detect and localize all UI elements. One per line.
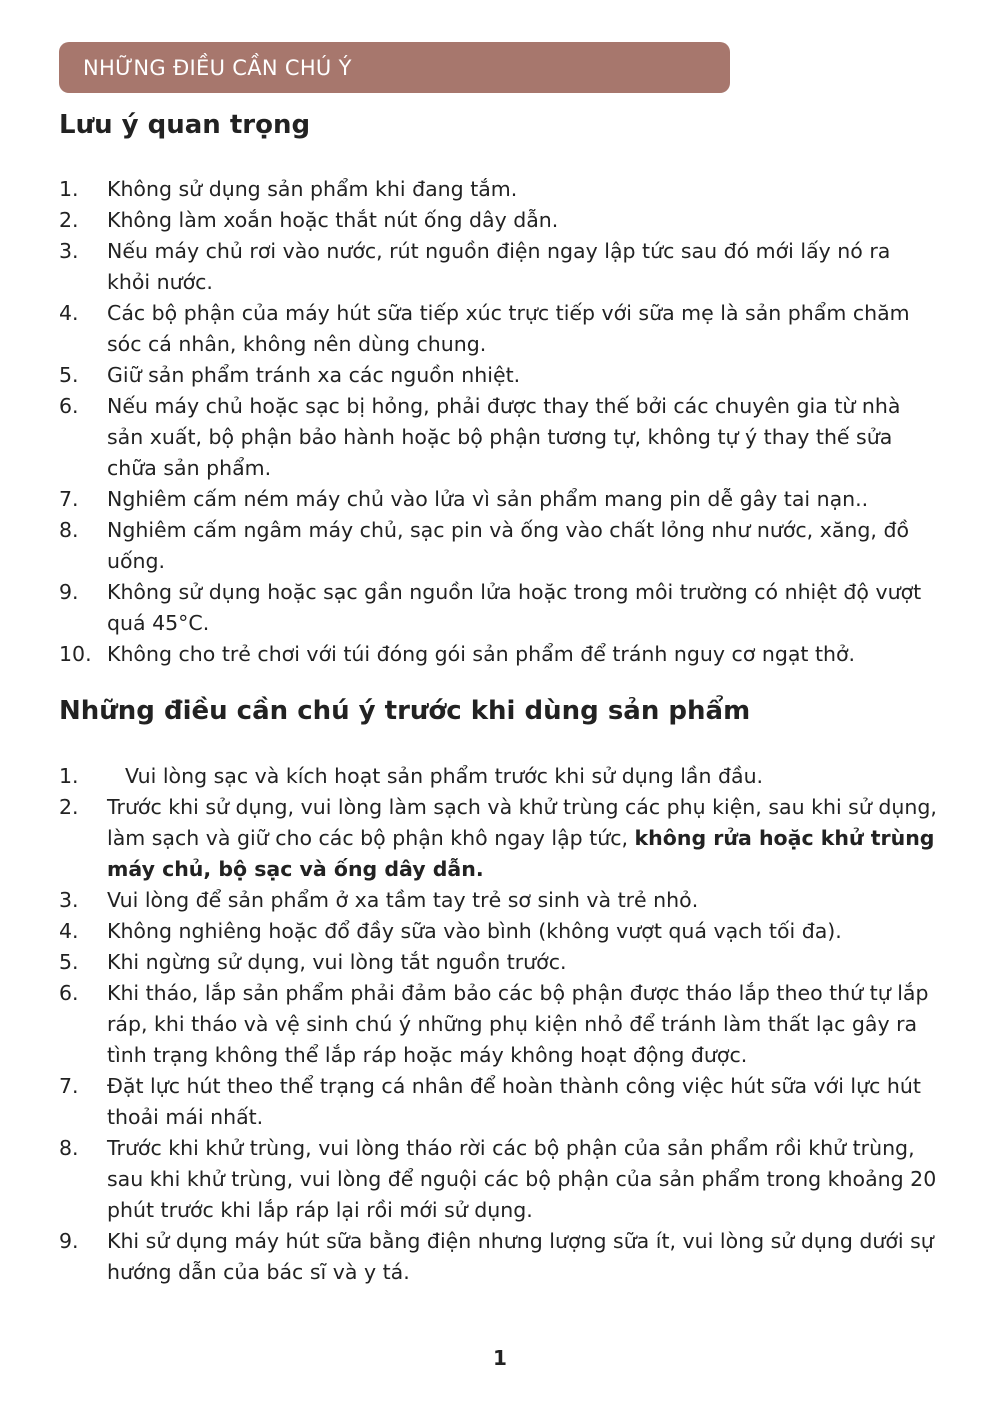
item-number: 5. — [59, 363, 79, 387]
item-text: Vui lòng sạc và kích hoạt sản phẩm trước khi sử dụng lần đầu. — [125, 764, 764, 788]
item-text: Giữ sản phẩm tránh xa các nguồn nhiệt. — [107, 363, 521, 387]
item-number: 7. — [59, 487, 79, 511]
list-item — [59, 577, 939, 639]
item-number: 3. — [59, 888, 79, 912]
item-text: Đặt lực hút theo thể trạng cá nhân để hoàn thành công việc hút sữa với lực hút thoải mái nhất. — [107, 1074, 921, 1129]
item-number: 10. — [59, 642, 92, 666]
item-number: 1. — [59, 177, 79, 201]
list-item — [59, 916, 939, 947]
item-text: Không làm xoắn hoặc thắt nút ống dây dẫn. — [107, 208, 559, 232]
item-text: Khi tháo, lắp sản phẩm phải đảm bảo các bộ phận được tháo lắp theo thứ tự lắp ráp, khi tháo và vệ sinh chú ý những phụ kiện nhỏ để tránh làm thất lạc gây ra tình trạng không thể lắp ráp hoặc máy không hoạt động được. — [107, 981, 929, 1067]
list-item — [59, 515, 939, 577]
list-item — [59, 1071, 939, 1133]
item-number: 6. — [59, 394, 79, 418]
list-item — [59, 298, 939, 360]
item-text — [107, 792, 939, 885]
important-notes-heading: Lưu ý quan trọng — [59, 110, 311, 140]
list-item — [59, 1133, 939, 1226]
item-number: 4. — [59, 919, 79, 943]
item-number: 8. — [59, 1136, 79, 1160]
item-number: 9. — [59, 580, 79, 604]
page-number: 1 — [493, 1346, 507, 1370]
pre-use-notes-heading: Những điều cần chú ý trước khi dùng sản phẩm — [59, 696, 751, 726]
list-item — [59, 947, 939, 978]
item-number: 8. — [59, 518, 79, 542]
item-text: Không sử dụng hoặc sạc gần nguồn lửa hoặc trong môi trường có nhiệt độ vượt quá 45°C. — [107, 580, 922, 635]
list-item — [59, 978, 939, 1071]
pre-use-notes-list — [59, 761, 939, 1288]
item-text: Trước khi khử trùng, vui lòng tháo rời các bộ phận của sản phẩm rồi khử trùng, sau khi khử trùng, vui lòng để nguội các bộ phận của sản phẩm trong khoảng 20 phút trước khi lắp ráp lại rồi mới sử dụng. — [107, 1136, 937, 1222]
item-number: 4. — [59, 301, 79, 325]
item-text-bold: không rửa hoặc khử trùng máy chủ, bộ sạc và ống dây dẫn. — [107, 826, 935, 881]
list-item — [59, 792, 939, 885]
list-item — [59, 761, 939, 792]
item-number: 6. — [59, 981, 79, 1005]
item-text: Các bộ phận của máy hút sữa tiếp xúc trực tiếp với sữa mẹ là sản phẩm chăm sóc cá nhân, không nên dùng chung. — [107, 301, 910, 356]
list-item — [59, 205, 939, 236]
item-text: Không nghiêng hoặc đổ đầy sữa vào bình (không vượt quá vạch tối đa). — [107, 919, 842, 943]
item-text: Không sử dụng sản phẩm khi đang tắm. — [107, 177, 518, 201]
list-item — [59, 484, 939, 515]
item-text-regular: Trước khi sử dụng, vui lòng làm sạch và khử trùng các phụ kiện, sau khi sử dụng, làm sạch và giữ cho các bộ phận khô ngay lập tức, — [107, 795, 937, 850]
item-number: 2. — [59, 795, 79, 819]
section-banner — [59, 42, 730, 93]
list-item — [59, 391, 939, 484]
banner-title: NHỮNG ĐIỀU CẦN CHÚ Ý — [83, 55, 352, 80]
list-item — [59, 1226, 939, 1288]
item-text: Vui lòng để sản phẩm ở xa tầm tay trẻ sơ sinh và trẻ nhỏ. — [107, 888, 699, 912]
item-text: Không cho trẻ chơi với túi đóng gói sản phẩm để tránh nguy cơ ngạt thở. — [107, 642, 856, 666]
item-text: Nếu máy chủ hoặc sạc bị hỏng, phải được thay thế bởi các chuyên gia từ nhà sản xuất, bộ phận bảo hành hoặc bộ phận tương tự, không tự ý thay thế sửa chữa sản phẩm. — [107, 394, 901, 480]
item-number: 9. — [59, 1229, 79, 1253]
list-item — [59, 236, 939, 298]
list-item — [59, 360, 939, 391]
item-text: Khi ngừng sử dụng, vui lòng tắt nguồn trước. — [107, 950, 567, 974]
item-number: 2. — [59, 208, 79, 232]
important-notes-list — [59, 174, 939, 670]
item-text: Khi sử dụng máy hút sữa bằng điện nhưng lượng sữa ít, vui lòng sử dụng dưới sự hướng dẫn của bác sĩ và y tá. — [107, 1229, 934, 1284]
list-item — [59, 639, 939, 670]
list-item — [59, 174, 939, 205]
item-number: 7. — [59, 1074, 79, 1098]
item-text: Nếu máy chủ rơi vào nước, rút nguồn điện ngay lập tức sau đó mới lấy nó ra khỏi nước. — [107, 239, 891, 294]
list-item — [59, 885, 939, 916]
item-number: 5. — [59, 950, 79, 974]
item-number: 1. — [59, 764, 79, 788]
item-text: Nghiêm cấm ngâm máy chủ, sạc pin và ống vào chất lỏng như nước, xăng, đồ uống. — [107, 518, 910, 573]
item-text: Nghiêm cấm ném máy chủ vào lửa vì sản phẩm mang pin dễ gây tai nạn.. — [107, 487, 869, 511]
item-number: 3. — [59, 239, 79, 263]
